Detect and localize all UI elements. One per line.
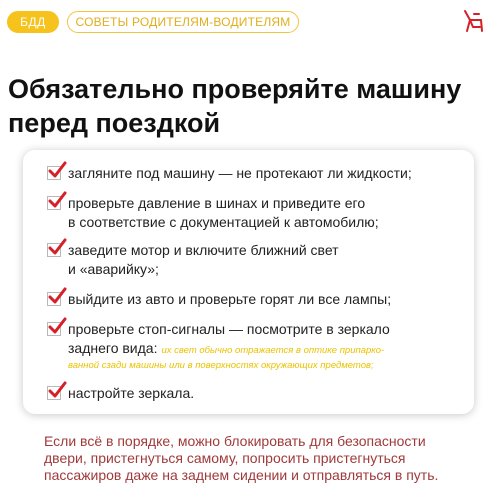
checkbox-checked [47,166,61,180]
checkbox-checked [47,292,61,306]
checklist-item-note-continued: ванной сзади машины или в поверхностях окружающих предметов; [68,360,374,371]
checkmark-icon [47,239,67,257]
category-tag-parent-tips[interactable]: СОВЕТЫ РОДИТЕЛЯМ-ВОДИТЕЛЯМ [67,11,299,33]
checklist-item-text: выйдите из авто и проверьте горят ли все лампы; [68,291,392,307]
checkbox-checked [47,322,61,336]
checklist-item-text: настройте зеркала. [68,385,195,401]
category-tag-bdd[interactable]: БДД [7,11,59,33]
checklist-item-text: загляните под машину — не протекают ли жидкости; [68,165,412,181]
footer-advice-text: Если всё в порядке, можно блокировать для безопасности двери, пристегнуться самому, попросить пристегнуться пассажиров даже на заднем сидении и отправляться в путь. [44,433,439,483]
chair-logo-icon [460,8,486,34]
checklist-item-text: проверьте давление в шинах и приведите его в соответствие с документацией к автомобилю; [68,195,379,230]
checkmark-icon [47,382,67,400]
checklist-card [23,150,474,414]
checkbox-checked [47,386,61,400]
checkbox-checked [47,196,61,210]
checklist-item-text: заведите мотор и включите ближний свет и «аварийку»; [68,242,339,277]
checkbox-checked [47,243,61,257]
page-title: Обязательно проверяйте машину перед поездкой [8,74,462,138]
checklist-item-text [68,320,463,373]
checklist-item-main-text: проверьте стоп-сигналы — посмотрите в зеркало заднего вида: [68,321,390,356]
checklist-item-note: их свет обычно отражается в оптике припарко- [161,345,385,356]
checkmark-icon [47,192,67,210]
checkmark-icon [47,318,67,336]
checkmark-icon [47,288,67,306]
checkmark-icon [47,162,67,180]
